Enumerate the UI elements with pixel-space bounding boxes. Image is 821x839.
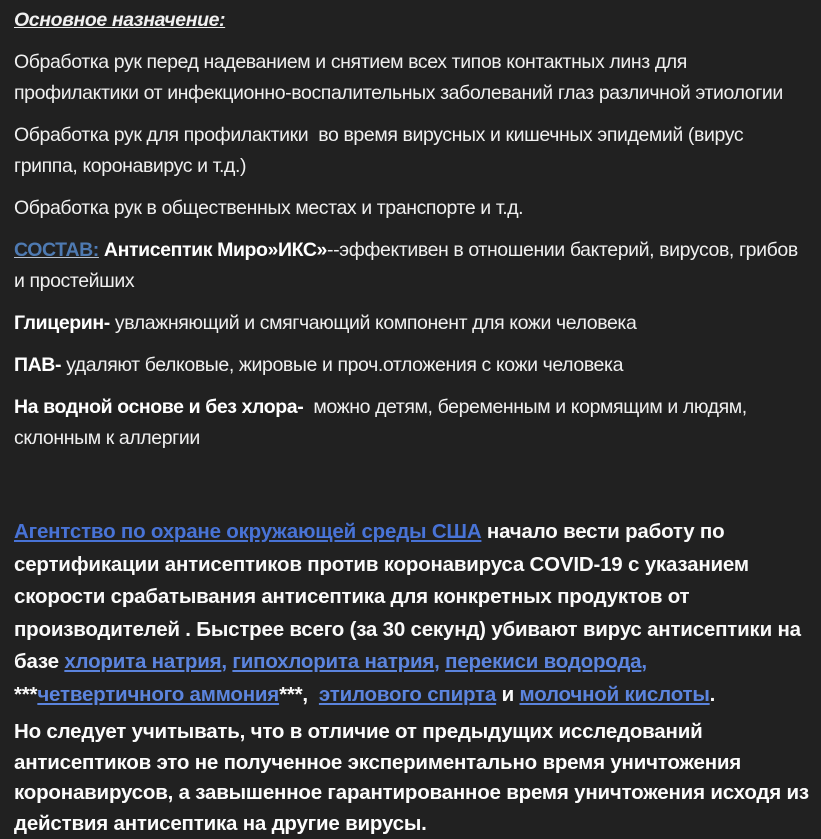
pav-label: ПАВ- <box>14 354 62 376</box>
epa-agency-link[interactable]: Агентство по охране окружающей среды США <box>14 520 482 543</box>
disclaimer-text: Но следует учитывать, что в отличие от предыдущих исследований антисептиков это не полученное экспериментально время уничтожения коронавирусов, а завышенное гарантированное время уничтожения исходя из действия антисептика на другие вирусы. <box>14 720 815 835</box>
lactic-acid-link[interactable]: молочной кислоты <box>519 682 710 706</box>
paragraph-public-places-text: Обработка рук в общественных местах и транспорте и т.д. <box>14 197 524 219</box>
paragraph-water-based <box>14 392 811 454</box>
antiseptic-product-name: Антисептик Миро»ИКС» <box>98 239 327 261</box>
quaternary-ammonium-link[interactable]: четвертичного аммония <box>37 682 280 706</box>
sodium-hypochlorite-link[interactable]: гипохлорита натрия <box>232 650 435 673</box>
epa-text-and: и <box>496 682 520 706</box>
glycerin-label: Глицерин- <box>14 312 110 334</box>
asterisks-close: ***, <box>279 682 319 706</box>
separator-2: , <box>434 650 446 673</box>
paragraph-contact-lenses-text: Обработка рук перед надеванием и снятием всех типов контактных линз для профилактики от инфекционно-воспалительных заболеваний глаз различной этиологии <box>14 51 783 104</box>
separator-1: , <box>221 650 233 673</box>
paragraph-composition <box>14 235 811 297</box>
epa-text-1: начало вести работу по сертификации антисептиков против коронавируса COVID-19 с указанием скорости срабатывания антисептика для конкретных продуктов от производителей . Быстрее всего (за 30 секунд) убивают вирус антисептики на базе <box>14 520 807 673</box>
section-heading-main-purpose: Основное назначение: <box>14 9 226 31</box>
asterisks-open: *** <box>14 682 38 706</box>
ethyl-alcohol-link[interactable]: этилового спирта <box>318 682 497 706</box>
hydrogen-peroxide-link[interactable]: перекиси водорода <box>445 650 642 673</box>
paragraph-public-places <box>14 193 811 224</box>
paragraph-pav <box>14 350 811 381</box>
paragraph-contact-lenses <box>14 47 811 109</box>
pav-description: удаляют белковые, жировые и проч.отложения с кожи человека <box>61 354 624 376</box>
epa-text-period: . <box>709 682 716 706</box>
paragraph-epidemics-text: Обработка рук для профилактики во время вирусных и кишечных эпидемий (вирус гриппа, коронавирус и т.д.) <box>14 124 749 177</box>
glycerin-description: увлажняющий и смягчающий компонент для кожи человека <box>109 312 637 334</box>
water-based-label: На водной основе и без хлора- <box>14 396 304 418</box>
purpose-section <box>14 5 811 454</box>
paragraph-epidemics <box>14 120 811 182</box>
epa-certification-paragraph <box>14 516 811 711</box>
composition-label: СОСТАВ: <box>14 239 99 261</box>
paragraph-glycerin <box>14 308 811 339</box>
water-based-description: можно детям, беременным и кормящим и людям, склонным к аллергии <box>14 396 752 449</box>
disclaimer-paragraph <box>14 717 815 839</box>
separator-3: , <box>641 650 653 673</box>
sodium-chlorite-link[interactable]: хлорита натрия <box>64 650 222 673</box>
composition-description: --эффективен в отношении бактерий, вирусов, грибов и простейших <box>14 239 803 292</box>
